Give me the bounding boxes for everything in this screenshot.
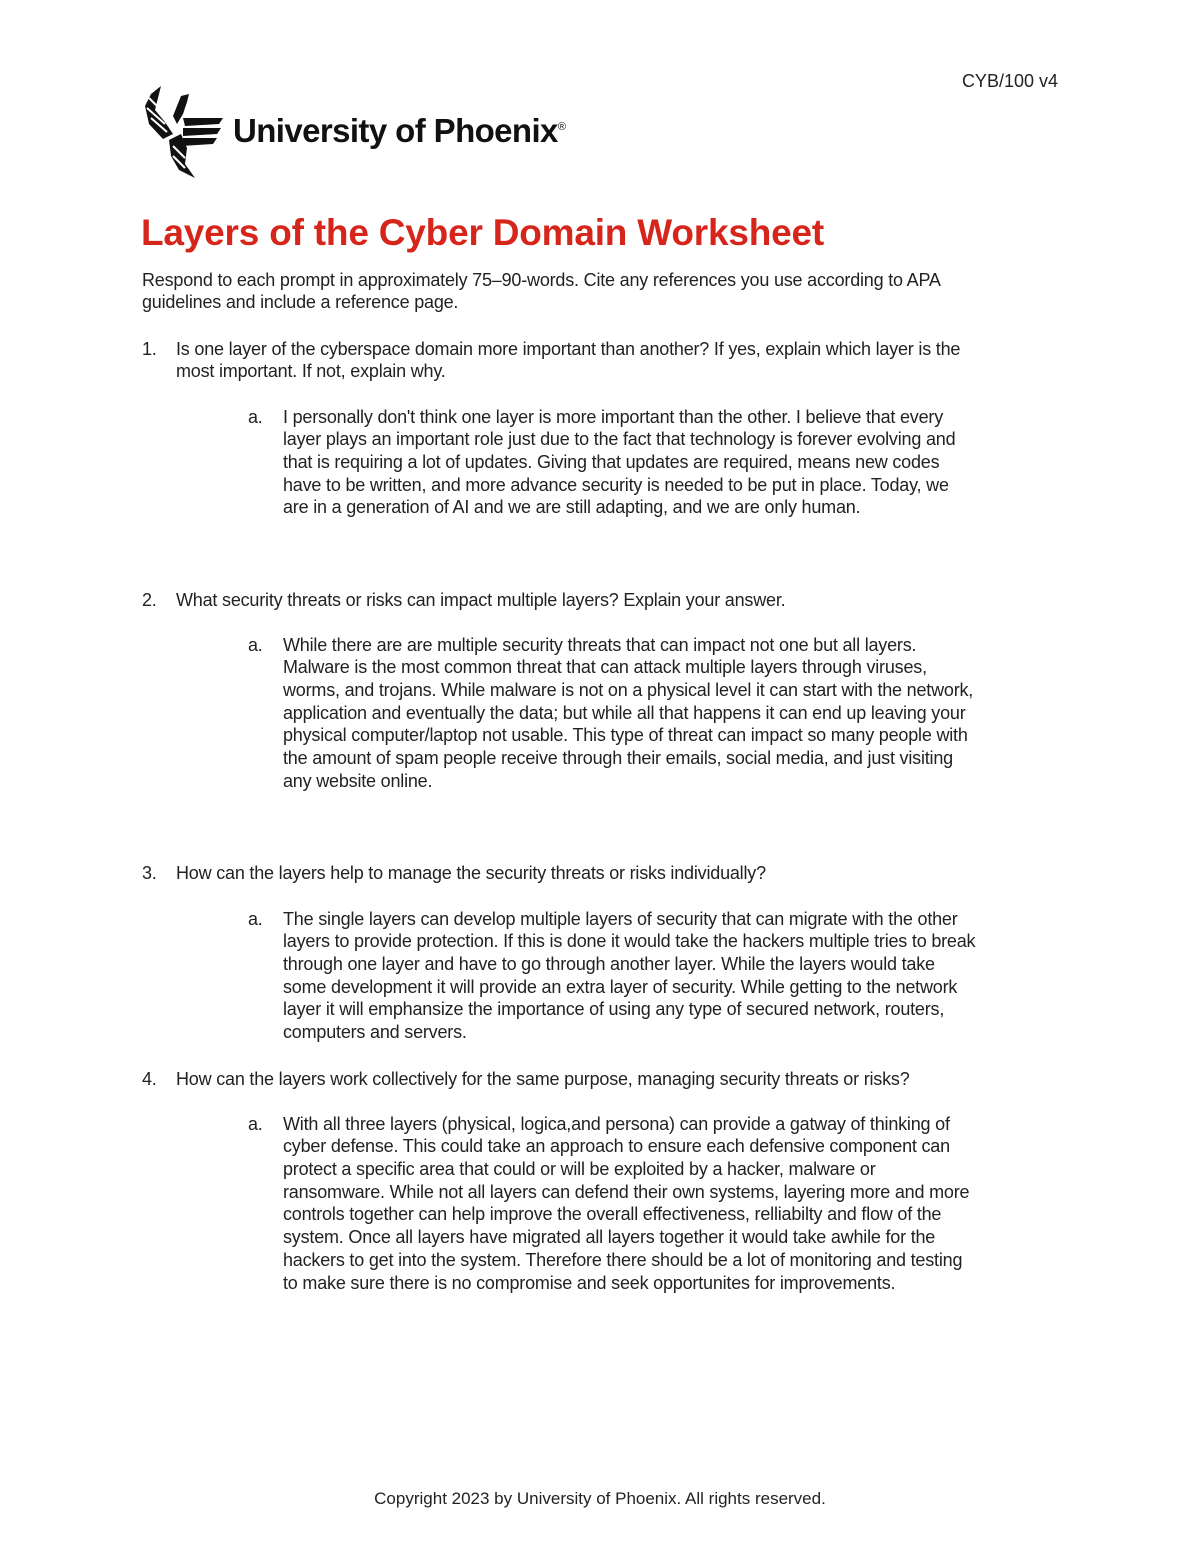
phoenix-logo-icon xyxy=(143,84,228,179)
answer-text-line: ransomware. While not all layers can defend their own systems, layering more and more xyxy=(283,1181,970,1202)
question-text-line: How can the layers work collectively for the same purpose, managing security threats or risks? xyxy=(176,1068,910,1089)
registered-mark: ® xyxy=(557,121,566,133)
question-number: 1. xyxy=(142,338,157,359)
page-title: Layers of the Cyber Domain Worksheet xyxy=(141,212,824,253)
answer-text-line: are in a generation of AI and we are still adapting, and we are only human. xyxy=(283,497,861,518)
answer-text-line: computers and servers. xyxy=(283,1022,467,1043)
answer-marker: a. xyxy=(248,634,263,655)
question-text-line: most important. If not, explain why. xyxy=(176,361,446,382)
question-number: 3. xyxy=(142,862,157,883)
answer-text-line: some development it will provide an extra layer of security. While getting to the network xyxy=(283,976,958,997)
answer-text-line: have to be written, and more advance security is needed to be put in place. Today, we xyxy=(283,474,949,495)
answer-text-line: hackers to get into the system. Therefore there should be a lot of monitoring and testing xyxy=(283,1249,963,1270)
answer-text-line: The single layers can develop multiple layers of security that can migrate with the other xyxy=(283,908,958,929)
answer-text-line: worms, and trojans. While malware is not on a physical level it can start with the network, xyxy=(283,680,974,701)
instructions-line: guidelines and include a reference page. xyxy=(142,292,459,313)
answer-text-line: With all three layers (physical, logica,and persona) can provide a gatway of thinking of xyxy=(283,1113,950,1134)
answer-text-line: any website online. xyxy=(283,770,433,791)
question-number: 4. xyxy=(142,1068,157,1089)
answer-text-line: layer it will emphansize the importance of using any type of secured network, routers, xyxy=(283,999,945,1020)
answer-text-line: application and eventually the data; but while all that happens it can end up leaving your xyxy=(283,702,966,723)
course-code: CYB/100 v4 xyxy=(961,71,1058,91)
answer-text-line: system. Once all layers have migrated all layers together it would take awhile for the xyxy=(283,1227,936,1248)
logo-wordmark: University of Phoenix xyxy=(233,112,558,149)
answer-text-line: While there are are multiple security threats that can impact not one but all layers. xyxy=(283,634,917,655)
instructions-line: Respond to each prompt in approximately 75–90-words. Cite any references you use according to APA xyxy=(142,269,941,290)
answer-text-line: that is requiring a lot of updates. Giving that updates are required, means new codes xyxy=(283,452,940,473)
answer-text-line: cyber defense. This could take an approach to ensure each defensive component can xyxy=(283,1136,950,1157)
question-number: 2. xyxy=(142,589,157,610)
copyright-footer: Copyright 2023 by University of Phoenix. All rights reserved. xyxy=(374,1489,826,1508)
answer-text-line: I personally don't think one layer is more important than the other. I believe that every xyxy=(283,406,944,427)
answer-text-line: the amount of spam people receive through their emails, social media, and just visiting xyxy=(283,748,953,769)
answer-text-line: through one layer and have to go through another layer. While the layers would take xyxy=(283,954,935,975)
answer-text-line: to make sure there is no compromise and seek opportunites for improvements. xyxy=(283,1272,896,1293)
question-text-line: Is one layer of the cyberspace domain more important than another? If yes, explain which layer is the xyxy=(176,338,961,359)
university-logo-text xyxy=(233,112,565,150)
answer-text-line: Malware is the most common threat that can attack multiple layers through viruses, xyxy=(283,657,927,678)
answer-marker: a. xyxy=(248,406,263,427)
question-text-line: What security threats or risks can impact multiple layers? Explain your answer. xyxy=(176,589,786,610)
answer-text-line: protect a specific area that could or will be exploited by a hacker, malware or xyxy=(283,1159,876,1180)
question-text-line: How can the layers help to manage the security threats or risks individually? xyxy=(176,862,766,883)
answer-text-line: physical computer/laptop not usable. This type of threat can impact so many people with xyxy=(283,725,968,746)
answer-text-line: layer plays an important role just due to the fact that technology is forever evolving and xyxy=(283,429,956,450)
answer-text-line: layers to provide protection. If this is done it would take the hackers multiple tries to break xyxy=(283,931,976,952)
answer-marker: a. xyxy=(248,908,263,929)
answer-marker: a. xyxy=(248,1113,263,1134)
answer-text-line: controls together can help improve the overall effectiveness, relliabilty and flow of the xyxy=(283,1204,942,1225)
